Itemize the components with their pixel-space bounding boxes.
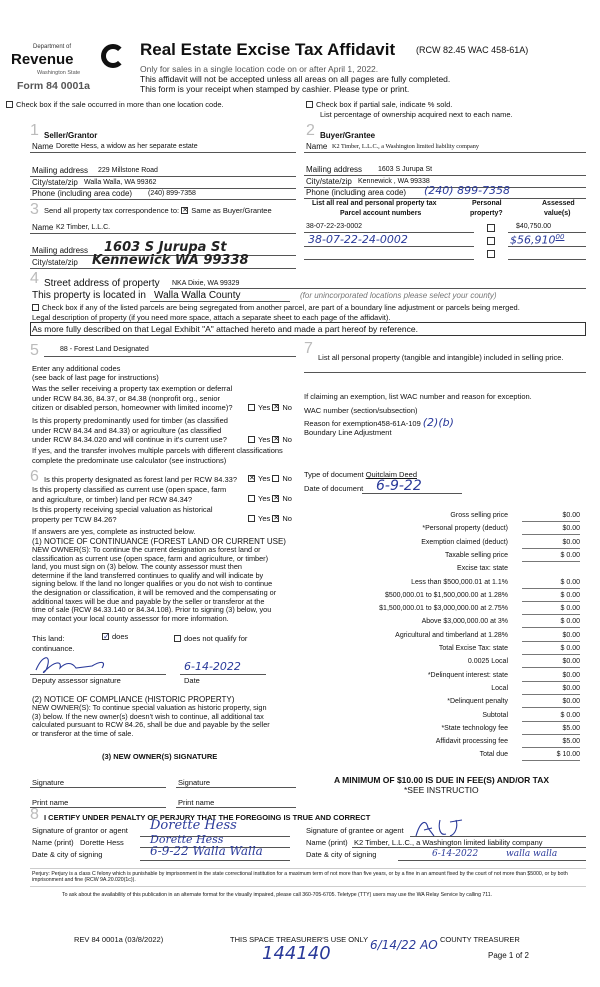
fee-value[interactable]: $ 0.00: [560, 618, 580, 626]
personal-header-2: property?: [470, 210, 503, 217]
section-4-number: 4: [30, 270, 39, 287]
fee-label: Agricultural and timberland at 1.28%: [395, 631, 508, 639]
grantee-name-field[interactable]: K2 Timber, L.L.C., a Washington limited liability company: [354, 838, 543, 847]
fee-row: [300, 632, 586, 644]
fee-row: [300, 658, 586, 670]
parcel-2-value[interactable]: $56,910$^{00}$: [510, 233, 565, 247]
fee-value[interactable]: $0.00: [562, 684, 580, 692]
forest-yes-no[interactable]: ✕ Yes No: [249, 474, 292, 483]
fee-label: Subtotal: [482, 711, 508, 719]
fee-row: [300, 512, 586, 524]
buyer-city-field[interactable]: Kennewick , WA 99338: [358, 178, 430, 185]
fee-row: [300, 725, 586, 737]
additional-codes-hint: (see back of last page for instructions): [32, 373, 159, 382]
doc-type-field[interactable]: Type of document Quitclaim Deed: [304, 470, 417, 479]
doc-date-field[interactable]: 6-9-22: [376, 478, 422, 494]
grantee-date-label: Date & city of signing: [306, 850, 377, 859]
buyer-phone-field[interactable]: (240) 899-7358: [424, 184, 511, 197]
county-treasurer-label: COUNTY TREASURER: [440, 935, 520, 944]
land-use-code[interactable]: 88 - Forest Land Designated: [60, 346, 149, 353]
does-not-check[interactable]: does not qualify for: [174, 634, 247, 643]
partial-sale-check[interactable]: Check box if partial sale, indicate % sold.: [306, 100, 452, 109]
fee-label: Exemption claimed (deduct): [421, 538, 508, 546]
grantor-name-label: Name (print): [32, 838, 74, 847]
seller-phone-label: Phone (including area code): [32, 189, 133, 198]
logo-revenue: Revenue: [11, 51, 74, 68]
buyer-mail-label: Mailing address: [306, 165, 363, 174]
segregated-check[interactable]: Check box if any of the listed parcels are being segregated from another parcel, are part of a boundary line adjustment or parcels being merged.: [32, 303, 520, 312]
doc-date-label: Date of document: [304, 484, 364, 493]
fee-row: [300, 592, 586, 604]
fee-value[interactable]: $ 0.00: [560, 711, 580, 719]
fee-value[interactable]: $0.00: [562, 538, 580, 546]
fee-value[interactable]: $5.00: [562, 738, 580, 746]
does-check[interactable]: ✓ does: [103, 631, 129, 641]
fee-label: *Personal property (deduct): [422, 525, 508, 533]
section-3-number: 3: [30, 201, 39, 218]
notice-continuance-title: (1) NOTICE OF CONTINUANCE (FOREST LAND OR CURRENT USE): [32, 537, 286, 546]
fee-row: [300, 552, 586, 564]
reason-field[interactable]: Reason for exemption458-61A-109 (2)(b): [304, 416, 454, 429]
owner-signature-2[interactable]: Signature: [178, 778, 211, 787]
fee-row: [300, 645, 586, 657]
fee-label: Excise tax: state: [457, 565, 508, 573]
personal-property-label: List all personal property (tangible and intangible) included in selling price.: [318, 353, 564, 362]
notice-continuance-text: NEW OWNER(S): To continue the current designation as forest land or classification as current use (open space, farm and agriculture, or timber) land, you must sign on (3) below. The county assessor must then determine if the land transferred continues to qualify and will indicate by signing below. If the land no longer qualifies or you do not wish to continue the designation or classification, it will be removed and the compensating or additional taxes will be due and payable by the seller or transferor at the time of sale (RCW 84.33.140 or 84.34.108). Prior to signing (3) below, you may contact your local county assessor for more information.: [32, 545, 277, 623]
owner-print-2[interactable]: Print name: [178, 798, 215, 807]
fee-label: Local: [491, 684, 508, 692]
legal-description-text: As more fully described on that Legal Exhibit "A" attached hereto and made a part hereof by reference.: [32, 324, 418, 334]
grantor-date-label: Date & city of signing: [32, 850, 103, 859]
grantee-sig-label: Signature of grantee or agent: [306, 826, 404, 835]
parcel-header-1: List all real and personal property tax: [312, 200, 437, 207]
fee-row: [300, 539, 586, 551]
logo-department: Department of: [33, 44, 72, 50]
notice-compliance-title: (2) NOTICE OF COMPLIANCE (HISTORIC PROPERTY): [32, 695, 235, 704]
fee-value[interactable]: $0.00: [562, 631, 580, 639]
grantee-signature[interactable]: [410, 816, 480, 838]
fee-row: [300, 618, 586, 630]
fee-label: *Delinquent penalty: [447, 698, 508, 706]
fee-label: Less than $500,000.01 at 1.1%: [411, 578, 508, 586]
owner-print-1[interactable]: Print name: [32, 798, 69, 807]
seller-name-field[interactable]: Dorette Hess, a widow as her separate estate: [56, 143, 198, 150]
fee-value[interactable]: $ 10.00: [556, 751, 580, 759]
seller-name-label: Name: [32, 142, 54, 151]
fee-label: Taxable selling price: [444, 551, 508, 559]
historic-question: Is this property receiving special valuation as historical property per TCW 84.26?: [32, 505, 213, 524]
this-land-label: This land:: [32, 634, 65, 643]
minimum-due-note: A MINIMUM OF $10.00 IS DUE IN FEE(S) AND/OR TAX: [334, 775, 550, 785]
fee-label: 0.0025 Local: [467, 658, 508, 666]
wac-label: WAC number (section/subsection): [304, 406, 418, 415]
corr-name-field[interactable]: K2 Timber, L.L.C.: [56, 224, 111, 231]
personal-header-1: Personal: [472, 200, 502, 207]
parcel-1-value[interactable]: $40,750.00: [516, 223, 552, 230]
grantor-name-field[interactable]: Dorette Hess: [80, 838, 124, 847]
fee-row: [300, 712, 586, 724]
buyer-mail-field[interactable]: 1603 S Jurupa St: [378, 166, 433, 173]
exemption-question: Was the seller receiving a property tax exemption or deferral under RCW 84.36, 84.37, or 84.38 (nonprofit org., senior citizen or disabled person, homeowner with limited income)?: [32, 384, 233, 412]
parcel-header-2: Parcel account numbers: [340, 210, 422, 217]
forest-question: Is this property designated as forest land per RCW 84.33?: [44, 475, 238, 484]
section-1-number: 1: [30, 122, 39, 139]
page-number: Page 1 of 2: [488, 951, 529, 960]
fee-value[interactable]: $ 0.00: [560, 578, 580, 586]
answers-note: If answers are yes, complete as instructed below.: [32, 527, 196, 536]
section-6-number: 6: [30, 468, 39, 485]
fee-row: [300, 698, 586, 710]
certify-text: I CERTIFY UNDER PENALTY OF PERJURY THAT THE FOREGOING IS TRUE AND CORRECT: [44, 813, 371, 822]
parcel-1-account[interactable]: 38-07-22-23-0002: [306, 223, 363, 230]
fee-label: $1,500,000.01 to $3,000,000.00 at 2.75%: [379, 605, 508, 613]
fee-label: Gross selling price: [450, 512, 508, 519]
seller-city-label: City/state/zip: [32, 178, 78, 187]
rcw-ref: (RCW 82.45 WAC 458-61A): [416, 45, 529, 55]
corr-mail-label: Mailing address: [32, 246, 89, 255]
location-select[interactable]: Walla Walla County: [154, 290, 241, 301]
perjury-note: Perjury: Perjury is a class C felony which is punishable by imprisonment in the state correctional institution for a maximum term of not more than five years, or by a fine in an amount fixed by the court of not more than $5000, or by both imprisonment and fine (RCW 9A.20.020(1c)).: [30, 868, 586, 887]
exemption-yes-no[interactable]: Yes ✕ No: [248, 403, 292, 412]
deputy-label: Deputy assessor signature: [32, 676, 121, 685]
parcel-1-personal-check[interactable]: [487, 224, 495, 232]
fee-row: [300, 579, 586, 591]
fee-label: Above $3,000,000.00 at 3%: [421, 618, 508, 626]
fee-value[interactable]: $0.00: [562, 671, 580, 679]
fee-value[interactable]: $ 0.00: [560, 605, 580, 613]
treasurer-stamp-number: 144140: [262, 943, 331, 964]
corr-city-label: City/state/zip: [32, 258, 78, 267]
exemption-label: If claiming an exemption, list WAC number and reason for exception.: [304, 392, 532, 401]
assessor-date[interactable]: 6-14-2022: [184, 660, 241, 673]
seller-phone-field[interactable]: (240) 899-7358: [148, 190, 196, 197]
current-use-yes-no[interactable]: Yes ✕ No: [248, 494, 292, 503]
fee-label: *Delinquent interest: state: [427, 671, 508, 679]
fee-row: [300, 685, 586, 697]
parcel-3-personal-check[interactable]: [487, 250, 495, 258]
accessibility-note: To ask about the availability of this publication in an alternate format for the visually impaired, please call 360-705-6705. Teletype (TTY) users may use the WA Relay Service by calling 711.: [62, 892, 493, 898]
see-instructions: *SEE INSTRUCTIO: [404, 785, 479, 795]
fee-label: $500,000.01 to $1,500,000.00 at 1.28%: [385, 591, 508, 599]
fee-label: Total Excise Tax: state: [438, 645, 508, 652]
seller-title: Seller/Grantor: [44, 131, 98, 140]
grantor-sig-label: Signature of grantor or agent: [32, 826, 128, 835]
fee-row: [300, 751, 586, 763]
fee-row: [300, 605, 586, 617]
historic-yes-no[interactable]: Yes ✕ No: [248, 514, 292, 523]
fee-value[interactable]: $0.00: [562, 698, 580, 706]
seller-mail-label: Mailing address: [32, 166, 89, 175]
new-owner-signature-title: (3) NEW OWNER(S) SIGNATURE: [102, 752, 218, 761]
multi-location-check[interactable]: Check box if the sale occurred in more than one location code.: [6, 100, 224, 109]
treasurer-use-label: THIS SPACE TREASURER'S USE ONLY: [230, 935, 369, 944]
same-as-buyer-check[interactable]: ✕: [182, 206, 189, 214]
location-hint: (for unincorporated locations please select your county): [300, 291, 497, 300]
reason-text: Boundary Line Adjustment: [304, 428, 392, 437]
street-field[interactable]: NKA Dixie, WA 99329: [172, 280, 240, 287]
fee-row: [300, 565, 586, 577]
additional-codes-label: Enter any additional codes: [32, 364, 121, 373]
grantor-date-field[interactable]: 6-9-22 Walla Walla: [150, 844, 263, 858]
section-2-number: 2: [306, 122, 315, 139]
fee-label: *State technology fee: [441, 724, 508, 732]
fee-row: [300, 738, 586, 750]
timber-question: Is this property predominantly used for timber (as classified under RCW 84.34 and 84.33) or agriculture (as classified under RCW 84.34.020 and will continue in it's current use?: [32, 416, 228, 444]
buyer-city-label: City/state/zip: [306, 177, 352, 186]
parcel-2-personal-check[interactable]: [487, 237, 495, 245]
section-8-number: 8: [30, 806, 39, 823]
multi-parcel-note: If yes, and the transfer involves multiple parcels with different classifications complete the predominate use calculator (see instructions): [32, 446, 283, 465]
assessed-header-2: value(s): [544, 210, 571, 217]
header-line1: Only for sales in a single location code on or after April 1, 2022.: [140, 64, 379, 74]
fee-value[interactable]: $0.00: [562, 658, 580, 666]
partial-sale-note: List percentage of ownership acquired next to each name.: [320, 110, 513, 119]
fee-row: [300, 525, 586, 537]
page-title: Real Estate Excise Tax Affidavit: [140, 40, 396, 59]
fee-value[interactable]: $5.00: [562, 724, 580, 732]
notice-compliance-text: NEW OWNER(S): To continue special valuation as historic property, sign (3) below. If the new owner(s) doesn't wish to continue, all additional tax calculated pursuant to RCW 84.26, shall be due and payable by the seller or transferor at the time of sale.: [32, 703, 270, 738]
logo-emblem-icon: [101, 44, 125, 68]
seller-mail-field[interactable]: 229 Millstone Road: [98, 167, 158, 174]
header-line3: This form is your receipt when stamped by cashier. Please type or print.: [140, 84, 410, 94]
owner-signature-1[interactable]: Signature: [32, 778, 65, 787]
section-5-number: 5: [30, 342, 39, 359]
form-revision: REV 84 0001a (03/8/2022): [74, 935, 164, 944]
location-label: This property is located in: [32, 290, 146, 301]
correspondence-text: Send all property tax correspondence to: ✕ Same as Buyer/Grantee: [44, 206, 272, 215]
fee-value[interactable]: $ 0.00: [560, 645, 580, 652]
grantee-date-field[interactable]: 6-14-2022: [432, 849, 479, 859]
logo-state: Washington State: [37, 70, 81, 76]
form-number: Form 84 0001a: [17, 80, 90, 92]
assessed-header-1: Assessed: [542, 200, 575, 207]
grantor-name-hand: Dorette Hess: [150, 833, 224, 846]
fee-label: Affidavit processing fee: [435, 738, 508, 746]
fee-row: [300, 672, 586, 684]
fee-value[interactable]: $ 0.00: [560, 591, 580, 599]
fee-value[interactable]: $0.00: [562, 525, 580, 533]
street-label: Street address of property: [44, 278, 160, 289]
fee-value[interactable]: $0.00: [562, 512, 580, 519]
grantee-city-field[interactable]: walla walla: [506, 849, 558, 859]
fee-label: Total due: [479, 751, 508, 759]
section-7-number: 7: [304, 340, 313, 357]
corr-name-label: Name: [32, 223, 54, 232]
timber-yes-no[interactable]: Yes ✕ No: [248, 435, 292, 444]
fee-value[interactable]: $ 0.00: [560, 551, 580, 559]
assessor-date-label: Date: [184, 676, 200, 685]
corr-city-field[interactable]: Kennewick WA 99338: [92, 253, 249, 268]
buyer-phone-label: Phone (including area code): [306, 188, 407, 197]
parcel-2-account[interactable]: 38-07-22-24-0002: [308, 233, 408, 246]
header-line2: This affidavit will not be accepted unless all areas on all pages are fully completed.: [140, 74, 451, 84]
assessor-signature[interactable]: [32, 652, 132, 676]
buyer-title: Buyer/Grantee: [320, 131, 376, 140]
treasurer-stamp-date: 6/14/22 AO: [370, 938, 438, 952]
current-use-question: Is this property classified as current use (open space, farm and agriculture, or timber) land per RCW 84.34?: [32, 485, 227, 504]
buyer-name-field[interactable]: K2 Timber, L.L.C., a Washington limited liability company: [332, 143, 479, 150]
continuance-label: continuance.: [32, 644, 75, 653]
legal-label: Legal description of property (if you need more space, attach a separate sheet to each page of the affidavit).: [32, 313, 391, 322]
dor-logo: [5, 40, 130, 94]
corr-mail-field[interactable]: 1603 S Jurupa St: [104, 240, 227, 255]
buyer-name-label: Name: [306, 142, 328, 151]
grantee-name-label: Name (print): [306, 838, 348, 847]
grantor-signature[interactable]: Dorette Hess: [150, 818, 237, 833]
seller-city-field[interactable]: Walla Walla, WA 99362: [84, 179, 157, 186]
